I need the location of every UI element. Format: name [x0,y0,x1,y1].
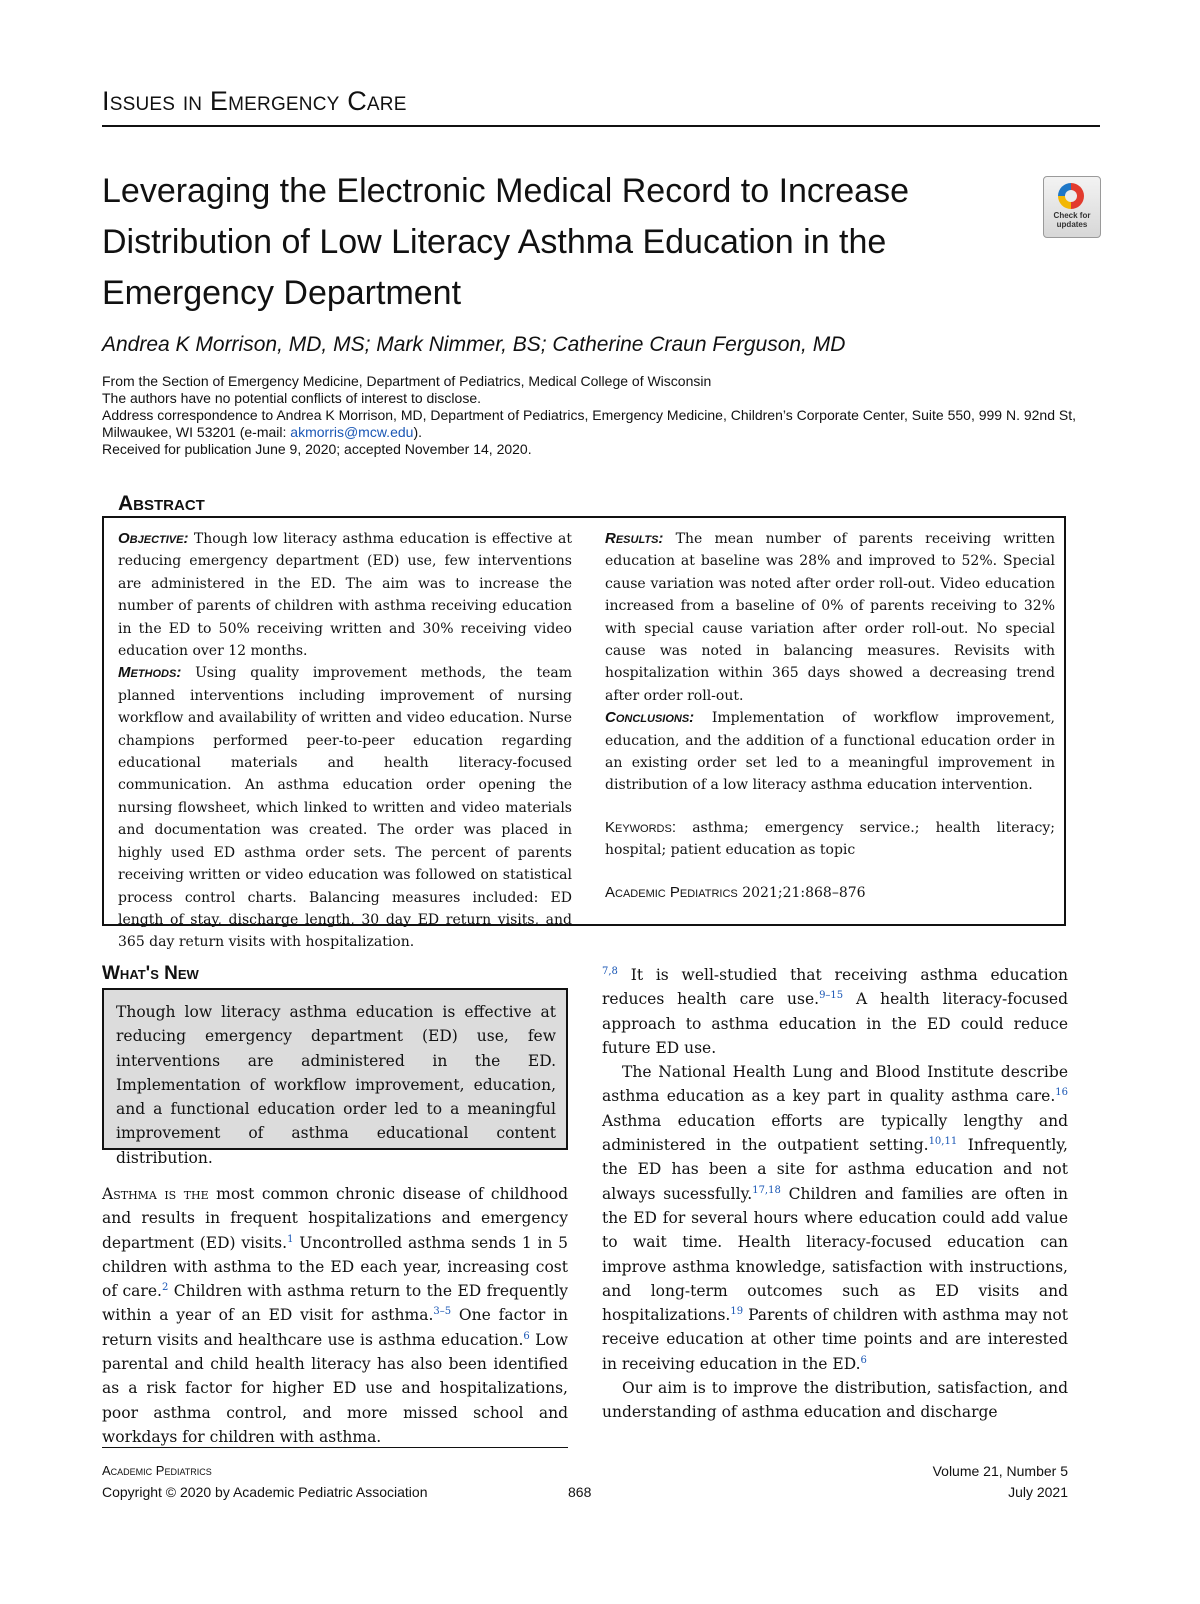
body-text: Asthma education efforts are typically lengthy and administered in the outpatient setting. [602,1111,1068,1155]
page-number: 868 [568,1484,592,1500]
body-text: Children and families are often in the ED for several hours where education could add value to wait time. Health literacy-focused education can improve asthma knowledge, satisfaction with instructions, and long-term outcomes such as ED visits and hospitalizations. [602,1184,1069,1325]
footer-rule [102,1447,568,1448]
abstract-methods [118,662,572,953]
author-list: Andrea K Morrison, MD, MS; Mark Nimmer, BS; Catherine Craun Ferguson, MD [102,333,846,356]
abstract-heading: Abstract [118,492,205,515]
correspondence-text: Address correspondence to Andrea K Morrison, MD, Department of Pediatrics, Emergency Medicine, Children’s Corporate Center, Suite 550, 999 N. 92nd St, Milwaukee, WI 53201 (e-mail: [102,407,1077,440]
paragraph-lead-in: Asthma is the [102,1185,209,1203]
results-text: The mean number of parents receiving written education at baseline was 28% and improved to 52%. Special cause variation was noted after order roll-out. Video education increased from a baseline of 0% of parents receiving to 32% with special cause variation after order roll-out. No special cause was noted in balancing measures. Revisits with hospitalization within 365 days showed a decreasing trend after order roll-out. [605,531,1055,704]
whats-new-heading: What's New [102,963,199,984]
conclusions-text: Implementation of workflow improvement, education, and the addition of a functional education order in an existing order set led to a meaningful improvement in distribution of a low literacy asthma education intervention. [605,710,1055,794]
abstract-left-column [118,528,572,954]
reference-link[interactable]: 3–5 [433,1306,452,1318]
abstract-keywords [605,817,1055,862]
received-dates: Received for publication June 9, 2020; accepted November 14, 2020. [102,441,532,457]
reference-link[interactable]: 7,8 [602,965,618,977]
body-text: most common chronic disease of childhood and results in frequent hospitalizations and emergency department (ED) visits. [102,1185,568,1252]
conclusions-label: Conclusions: [605,709,695,727]
article-metadata [102,373,1092,458]
badge-label: Check for updates [1053,211,1091,229]
email-link[interactable]: akmorris@mcw.edu [290,424,414,440]
abstract-results [605,528,1055,707]
reference-link[interactable]: 10,11 [928,1135,958,1147]
body-text: The National Health Lung and Blood Institute describe asthma education as a key part in quality asthma care. [602,1063,1068,1106]
affiliation: From the Section of Emergency Medicine, Department of Pediatrics, Medical College of Wisconsin [102,373,712,389]
footer-journal: Academic Pediatrics [102,1463,212,1478]
keywords-label: Keywords: [605,818,677,836]
methods-text: Using quality improvement methods, the team planned interventions including improvement of nursing workflow and availability of written and video education. Nurse champions performed peer-to-peer education regarding educational materials and health literacy-focused communication. An asthma education order opening the nursing flowsheet, which linked to written and video materials and documentation was created. The order was placed in highly used ED asthma order sets. The percent of parents receiving written or video education was followed on statistical process control charts. Balancing measures included: ED length of stay, discharge length, 30 day ED return visits, and 365 day return visits with hospitalization. [118,665,572,951]
section-heading: Issues in Emergency Care [102,86,407,116]
abstract-conclusions [605,707,1055,797]
body-text: Low parental and child health literacy has also been identified as a risk factor for higher ED use and hospitalizations, poor asthma control, and more missed school and workdays for children with asthma. [102,1330,568,1446]
correspondence [102,407,1092,441]
body-paragraph-3: Our aim is to improve the distribution, satisfaction, and understanding of asthma education and discharge [602,1379,1068,1422]
results-label: Results: [605,530,664,547]
body-text: It is well-studied that receiving asthma education reduces health care use. [602,966,1068,1009]
body-right-column [602,963,1068,1425]
reference-link[interactable]: 19 [730,1306,744,1317]
abstract-citation [605,882,1055,904]
reference-link[interactable]: 16 [1055,1087,1068,1099]
header-rule [102,125,1100,127]
reference-link[interactable]: 6 [860,1354,867,1366]
citation-ref: 2021;21:868–876 [742,884,866,901]
check-for-updates-badge[interactable] [1043,176,1101,238]
footer-date: July 2021 [1008,1484,1068,1500]
footer-volume: Volume 21, Number 5 [932,1463,1068,1479]
body-text: Children with asthma return to the ED frequently within a year of an ED visit for asthma. [102,1282,568,1325]
whats-new-text: Though low literacy asthma education is effective at reducing emergency department (ED) use, few interventions are administered in the ED. Implementation of workflow improvement, education, and a functional education order led to a meaningful improvement of asthma educational content distribution. [116,1003,556,1167]
article-title: Leveraging the Electronic Medical Record to Increase Distribution of Low Literacy Asthma Education in the Emergency Department [102,172,909,312]
keywords-text: asthma; emergency service.; health literacy; hospital; patient education as topic [605,819,1055,859]
abstract-right-column [605,528,1055,904]
reference-link[interactable]: 17,18 [752,1184,781,1196]
body-text: A health literacy-focused approach to asthma education in the ED could reduce future ED use. [602,990,1068,1057]
abstract-objective [118,528,572,662]
reference-link[interactable]: 9–15 [819,990,844,1002]
footer-copyright: Copyright © 2020 by Academic Pediatric Association [102,1484,428,1500]
reference-link[interactable]: 1 [287,1233,294,1245]
methods-label: Methods: [118,664,182,682]
objective-text: Though low literacy asthma education is effective at reducing emergency department (ED) use, few interventions are administered in the ED. The aim was to increase the number of parents of children with asthma receiving education in the ED to 50% receiving written and 30% receiving video education over 12 months. [118,531,572,660]
body-text: One factor in return visits and healthcare use is asthma education. [102,1306,568,1349]
body-text: Uncontrolled asthma sends 1 in 5 children with asthma to the ED each year, increasing cost of care. [102,1233,569,1301]
conflict-statement: The authors have no potential conflicts of interest to disclose. [102,390,481,406]
body-paragraph-1-end [602,963,1068,1060]
citation-journal: Academic Pediatrics [605,883,738,901]
reference-link[interactable]: 6 [523,1330,530,1342]
body-text: Infrequently, the ED has been a site for asthma education and not always sucessfully. [602,1136,1068,1203]
objective-label: Objective: [118,530,189,547]
body-text: Parents of children with asthma may not receive education at other time points and are interested in receiving education in the ED. [602,1306,1068,1373]
correspondence-close: ). [413,424,422,440]
body-left-column [102,1182,568,1449]
reference-link[interactable]: 2 [161,1282,169,1294]
body-paragraph-1-start [102,1182,568,1449]
body-paragraph-2 [602,1060,1068,1376]
crossmark-icon [1058,183,1084,209]
